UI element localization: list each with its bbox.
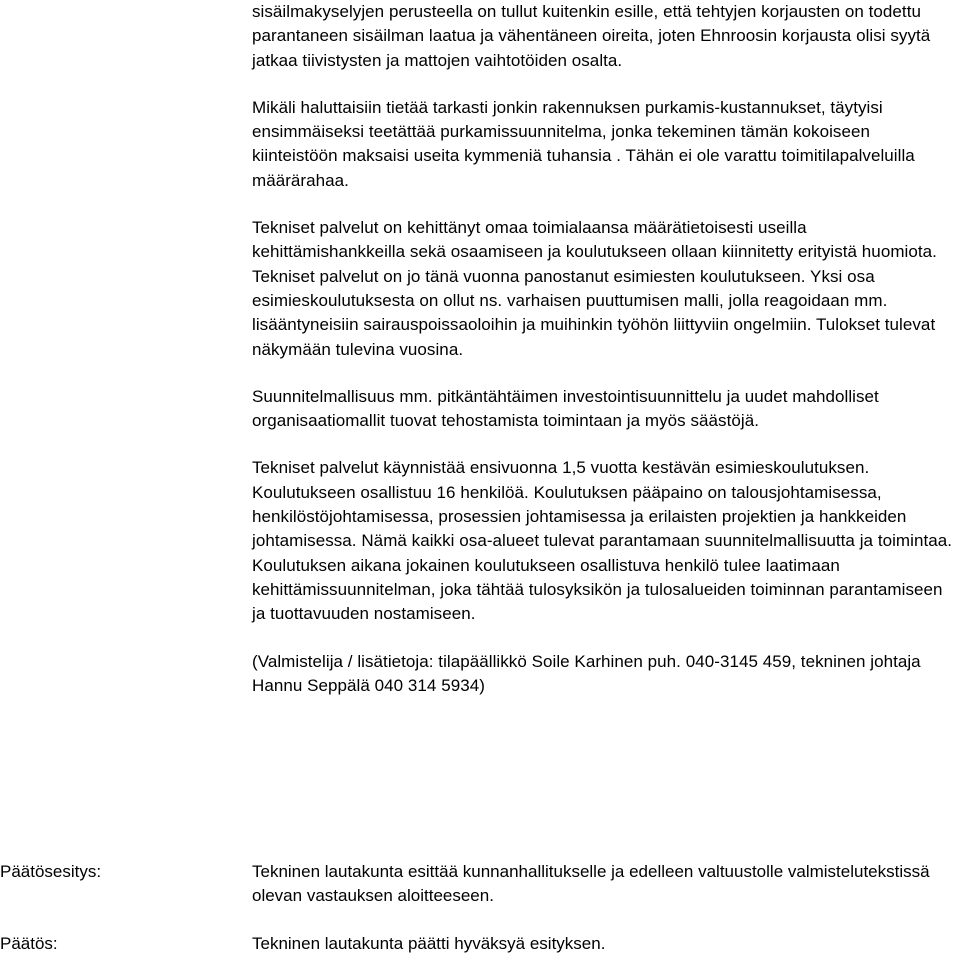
decision-label: Päätös: <box>0 934 58 953</box>
paragraph-training: Tekniset palvelut käynnistää ensivuonna 1,5 vuotta kestävän esimieskoulutuksen. Koulutukseen osallistuu 16 henkilöä. Koulutuksen pääpaino on talousjohtamisessa, henkilöstöjohtamisessa, prosessien johtamisessa ja erilaisten projektien ja hankkeiden johtamisessa. Nämä kaikki osa-alueet tulevat parantamaan suunnitelmallisuutta ja toimintaa. Koulutuksen aikana jokainen koulutukseen osallistuva henkilö tulee laatimaan kehittämissuunnitelman, joka tähtää tulosyksikön ja tulosalueiden toiminnan parantamiseen ja tuottavuuden nostamiseen. <box>252 458 953 624</box>
proposal-text: Tekninen lautakunta esittää kunnanhallitukselle ja edelleen valtuustolle valmistelutekstissä olevan vastauksen aloitteeseen. <box>252 862 930 906</box>
paragraph-demolition-costs: Mikäli haluttaisiin tietää tarkasti jonkin rakennuksen purkamis-kustannukset, täytyisi ensimmäiseksi teetättää purkamissuunnitelma, jonka tekeminen tämän kokoiseen kiinteistöön maksaisi useita kymmeniä tuhansia . Tähän ei ole varattu toimitilapalveluilla määrärahaa. <box>252 97 915 190</box>
decision-text: Tekninen lautakunta päätti hyväksyä esityksen. <box>252 934 606 953</box>
paragraph-indoor-air: sisäilmakyselyjen perusteella on tullut kuitenkin esille, että tehtyjen korjausten on todettu parantaneen sisäilman laatua ja vähentäneen oireita, joten Ehnroosin korjausta olisi syytä jatkaa tiivistysten ja mattojen vaihtotöiden osalta. <box>252 2 931 70</box>
paragraph-contacts: (Valmistelija / lisätietoja: tilapäällikkö Soile Karhinen puh. 040-3145 459, tekninen johtaja Hannu Seppälä 040 314 5934) <box>252 651 921 695</box>
proposal-label: Päätösesitys: <box>0 862 102 881</box>
paragraph-planning: Suunnitelmallisuus mm. pitkäntähtäimen investointisuunnittelu ja uudet mahdolliset organisaatiomallit tuovat tehostamista toimintaan ja myös säästöjä. <box>252 386 879 431</box>
body-text <box>252 0 960 698</box>
paragraph-development: Tekniset palvelut on kehittänyt omaa toimialaansa määrätietoisesti useilla kehittämishankkeilla sekä osaamiseen ja koulutukseen ollaan kiinnitetty erityistä huomiota. Tekniset palvelut on jo tänä vuonna panostanut esimiesten koulutukseen. Yksi osa esimieskoulutuksesta on ollut ns. varhaisen puuttumisen malli, jolla reagoidaan mm. lisääntyneisiin sairauspoissaoloihin ja muihinkin työhön liittyviin ongelmiin. Tulokset tulevat näkymään tulevina vuosina. <box>252 218 937 359</box>
